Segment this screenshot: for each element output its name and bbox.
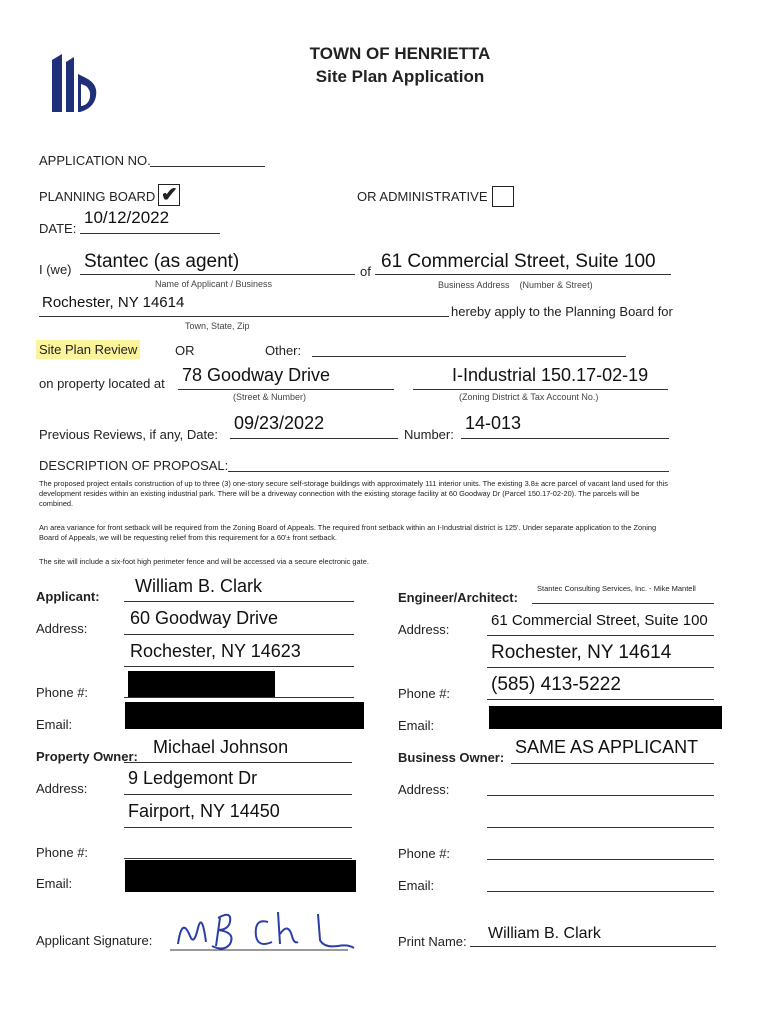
date-line: [80, 233, 220, 234]
applicant-label: Applicant:: [36, 589, 100, 604]
previous-date-line: [230, 438, 398, 439]
handwritten-signature-icon: [168, 906, 358, 954]
engineer-email-label: Email:: [398, 718, 435, 733]
applicant-phone-redacted: [128, 671, 275, 697]
property-owner-phone-line[interactable]: [124, 858, 352, 859]
date-label: DATE:: [39, 221, 77, 236]
application-no-label: APPLICATION NO.: [39, 153, 151, 168]
applicant-email-redacted: [125, 702, 364, 729]
description-para-3: The site will include a six-foot high perimeter fence and will be accessed via a secure electronic gate.: [39, 557, 369, 566]
applicant-name-line: [80, 274, 355, 275]
property-owner-email-redacted: [125, 860, 356, 892]
business-owner-phone-label: Phone #:: [398, 846, 451, 861]
applicant-name-underline: [124, 601, 354, 602]
engineer-email-redacted: [489, 706, 722, 729]
application-no-field[interactable]: [150, 166, 265, 167]
check-icon: ✔: [161, 184, 178, 206]
property-owner-label: Property Owner:: [36, 749, 138, 764]
property-street-value: 78 Goodway Drive: [182, 365, 331, 385]
engineer-phone: (585) 413-5222: [491, 674, 621, 695]
description-para-2: An area variance for front setback will be required from the Zoning Board of Appeals. The required front setback within an I-Industrial district is 125'. Under separate application to the Zoning Board of Appeals, we will be requesting relief from this requirement for a 60'± front setback.: [39, 523, 657, 542]
applicant-address-2-line: [124, 666, 354, 667]
applicant-name: William B. Clark: [135, 576, 263, 596]
zoning-value: I-Industrial 150.17-02-19: [452, 365, 649, 385]
print-name-value: William B. Clark: [488, 925, 601, 942]
previous-reviews-label: Previous Reviews, if any, Date:: [39, 427, 218, 442]
business-owner-email-line[interactable]: [487, 891, 714, 892]
property-street-caption: (Street & Number): [233, 392, 307, 402]
applicant-address-1: 60 Goodway Drive: [130, 608, 279, 628]
applicant-phone-label: Phone #:: [36, 685, 89, 700]
description-para-1: The proposed project entails construction of up to three (3) one-story secure self-storage buildings with approximately 111 interior units. The existing 3.8± acre parcel of vacant land used for this development resides within an existing industrial park. There will be a driveway connection with the existing storage facility at 60 Goodway Dr (Parcel 150.17-02-20). The parcels will be combined.: [39, 479, 668, 508]
apply-text: hereby apply to the Planning Board for: [451, 304, 673, 319]
applicant-phone-line: [124, 697, 354, 698]
applicant-town-caption: Town, State, Zip: [185, 321, 250, 331]
business-owner-label: Business Owner:: [398, 750, 505, 765]
of-label: of: [360, 264, 371, 279]
property-owner-name: Michael Johnson: [153, 737, 289, 757]
description-label: DESCRIPTION OF PROPOSAL:: [39, 458, 229, 473]
print-name-label: Print Name:: [398, 934, 467, 949]
engineer-phone-line: [487, 699, 714, 700]
business-owner-name-line: [511, 763, 714, 764]
previous-number-line: [461, 438, 669, 439]
property-owner-email-label: Email:: [36, 876, 73, 891]
applicant-address-2: Rochester, NY 14623: [130, 641, 301, 661]
engineer-address-label: Address:: [398, 622, 450, 637]
business-owner-address-1-line[interactable]: [487, 795, 714, 796]
i-we-label: I (we): [39, 262, 72, 277]
form-title: Site Plan Application: [315, 67, 485, 86]
other-label: Other:: [265, 343, 302, 358]
zoning-caption: (Zoning District & Tax Account No.): [459, 392, 599, 402]
town-title: TOWN OF HENRIETTA: [309, 44, 491, 63]
applicant-town-line: [39, 316, 449, 317]
engineer-label: Engineer/Architect:: [398, 590, 518, 605]
other-field[interactable]: [312, 356, 626, 357]
administrative-label: OR ADMINISTRATIVE: [357, 189, 488, 204]
property-owner-address-label: Address:: [36, 781, 88, 796]
date-value: 10/12/2022: [84, 208, 170, 227]
applicant-name-value: Stantec (as agent): [84, 251, 240, 272]
applicant-email-label: Email:: [36, 717, 73, 732]
applicant-address-label: Address:: [36, 621, 88, 636]
property-owner-address-1: 9 Ledgemont Dr: [128, 768, 258, 788]
applicant-name-caption: Name of Applicant / Business: [155, 279, 273, 289]
engineer-name-line: [532, 603, 714, 604]
previous-date-value: 09/23/2022: [234, 413, 325, 433]
planning-board-label: PLANNING BOARD: [39, 189, 156, 204]
property-owner-address-1-line: [124, 794, 352, 795]
engineer-address-2-line: [487, 667, 714, 668]
zoning-line: [413, 389, 668, 390]
engineer-address-1-line: [487, 635, 714, 636]
previous-number-value: 14-013: [465, 413, 522, 433]
property-street-line: [178, 389, 394, 390]
property-owner-phone-label: Phone #:: [36, 845, 89, 860]
property-located-label: on property located at: [39, 376, 165, 391]
property-owner-address-2: Fairport, NY 14450: [128, 801, 280, 821]
applicant-address-1-line: [124, 634, 354, 635]
business-owner-phone-line[interactable]: [487, 859, 714, 860]
administrative-checkbox[interactable]: [492, 186, 514, 207]
business-address-line: [375, 274, 671, 275]
business-owner-address-label: Address:: [398, 782, 450, 797]
number-label: Number:: [404, 427, 454, 442]
engineer-address-1: 61 Commercial Street, Suite 100: [491, 612, 708, 629]
description-line: [228, 471, 669, 472]
engineer-name: Stantec Consulting Services, Inc. - Mike Mantell: [537, 584, 696, 593]
site-plan-review-option[interactable]: Site Plan Review: [36, 340, 140, 359]
or-label: OR: [175, 343, 195, 358]
applicant-signature-label: Applicant Signature:: [36, 933, 153, 948]
business-address-caption: Business Address (Number & Street): [438, 280, 593, 290]
engineer-phone-label: Phone #:: [398, 686, 451, 701]
engineer-address-2: Rochester, NY 14614: [491, 642, 672, 663]
print-name-line: [470, 946, 716, 947]
property-owner-name-line: [124, 762, 352, 763]
business-owner-address-2-line[interactable]: [487, 827, 714, 828]
business-address-value: 61 Commercial Street, Suite 100: [381, 251, 656, 272]
applicant-town-value: Rochester, NY 14614: [42, 294, 185, 311]
planning-board-checkbox[interactable]: [158, 184, 180, 206]
business-owner-email-label: Email:: [398, 878, 435, 893]
property-owner-address-2-line: [124, 827, 352, 828]
business-owner-name: SAME AS APPLICANT: [515, 737, 699, 757]
